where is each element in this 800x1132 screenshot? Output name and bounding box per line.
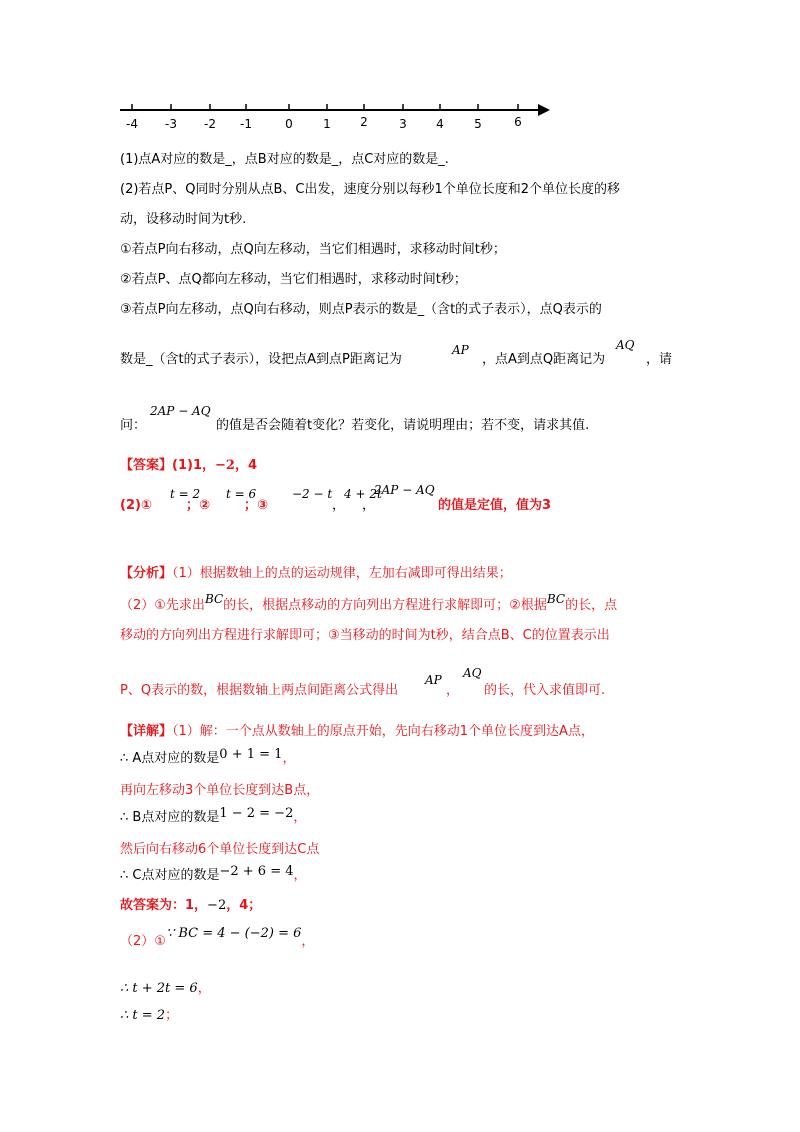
formula-neg2-plus-6: −2 + 6 = 4: [219, 864, 294, 879]
detail-text: （2）①: [120, 934, 166, 949]
text-segment: 数是_（含t的式子表示），设把点A到点P距离记为: [120, 352, 402, 367]
analysis-text: （2）①先求出: [120, 598, 205, 613]
formula-1-minus-2: 1 − 2 = −2: [219, 806, 294, 821]
detail-line-10: [120, 1007, 178, 1025]
formula-2ap-minus-aq: 2AP − AQ: [374, 483, 435, 497]
formula-ap: AP: [452, 343, 469, 357]
question-part-2-line-2: 动，设移动时间为t秒.: [120, 212, 247, 227]
number-line-label: -1: [240, 117, 252, 131]
formula-bc-value: ∵ BC = 4 − (−2) = 6: [165, 926, 302, 941]
number-line-label: -2: [204, 117, 216, 131]
answer-text: (1)1，: [172, 458, 215, 473]
detail-text: ，: [301, 934, 315, 949]
formula-ap: AP: [425, 673, 442, 687]
number-line: [118, 100, 558, 140]
answer-text: ；③: [244, 498, 269, 513]
text-segment: ，点A到点Q距离记为: [482, 352, 606, 367]
formula-t-equals-2: ∴ t = 2: [120, 1008, 166, 1023]
number-line-label: 5: [474, 117, 482, 131]
question-part-1: (1)点A对应的数是_，点B对应的数是_，点C对应的数是_.: [120, 152, 449, 167]
number-line-axis: [120, 104, 550, 116]
answer-text: ；②: [186, 498, 211, 513]
formula-t-equals-6: t = 6: [226, 487, 257, 501]
answer-line-1: [120, 457, 257, 475]
detail-line-4: [120, 806, 307, 827]
answer-text: ，4: [234, 458, 257, 473]
number-line-label: 1: [323, 117, 331, 131]
analysis-line-4: P、Q表示的数，根据数轴上两点间距离公式得出: [120, 683, 399, 698]
answer-text: ，: [332, 498, 346, 513]
detail-text: ，4；: [226, 898, 262, 913]
formula-aq: AQ: [616, 338, 635, 352]
number-line-label: 0: [285, 117, 293, 131]
analysis-text: ，: [446, 683, 460, 698]
number-line-label: -3: [165, 117, 177, 131]
number-line-label: 6: [514, 115, 522, 129]
formula-aq: AQ: [463, 666, 482, 680]
detail-line-3: 再向左移动3个单位长度到达B点，: [120, 783, 320, 798]
detail-text: 故答案为：1，: [120, 898, 208, 913]
number-line-label: 2: [360, 115, 368, 129]
question-part-2-sub-3-line-2: [120, 351, 402, 369]
text-segment: 的值是否会随着t变化？若变化，请说明理由；若不变，请求其值.: [216, 418, 590, 433]
detail-text: ，: [197, 981, 211, 996]
formula-neg2-minus-t: −2 − t: [292, 487, 333, 501]
answer-text: 的值是定值，值为3: [438, 498, 552, 513]
number-line-label: 4: [436, 117, 444, 131]
text-segment: 问：: [120, 418, 147, 433]
detail-text: ∴ A点对应的数是: [120, 751, 220, 766]
number-line-label: -4: [126, 117, 138, 131]
answer-value: −2: [215, 458, 235, 473]
formula-bc: BC: [204, 592, 224, 606]
detail-line-2: [120, 747, 296, 768]
question-part-2-sub-2: ②若点P、点Q都向左移动，当它们相遇时，求移动时间t秒；: [120, 272, 467, 287]
analysis-text: 的长，根据点移动的方向列出方程进行求解即可；②根据: [223, 598, 547, 613]
analysis-text: （1）根据数轴上的点的运动规律，左加右减即可得出结果；: [172, 566, 512, 581]
question-part-2-sub-1: ①若点P向右移动，点Q向左移动，当它们相遇时，求移动时间t秒；: [120, 242, 506, 257]
detail-value: −2: [207, 898, 227, 913]
analysis-text: 的长，点: [565, 598, 618, 613]
formula-bc: BC: [546, 592, 566, 606]
analysis-text: 的长，代入求值即可.: [484, 683, 606, 698]
number-line-label: 3: [399, 117, 407, 131]
analysis-line-3: 移动的方向列出方程进行求解即可；③当移动的时间为t秒，结合点B、C的位置表示出: [120, 628, 610, 643]
analysis-heading: 【分析】: [120, 566, 173, 581]
analysis-line-1: [120, 565, 512, 583]
formula-2ap-minus-aq: 2AP − AQ: [150, 404, 211, 418]
detail-line-5: 然后向右移动6个单位长度到达C点: [120, 842, 320, 857]
detail-text: ∴ C点对应的数是: [120, 868, 220, 883]
detail-text: ，: [282, 751, 296, 766]
detail-text: ；: [165, 1008, 179, 1023]
formula-4-plus-2t: 4 + 2t: [344, 487, 382, 501]
analysis-line-2: [120, 592, 618, 615]
detail-heading: 【详解】: [120, 724, 173, 739]
detail-line-9: [120, 980, 211, 998]
answer-line-2-prefix: (2)①: [120, 498, 152, 513]
detail-text: ，: [293, 810, 307, 825]
detail-text: （1）解：一个点从数轴上的原点开始，先向右移动1个单位长度到达A点，: [172, 724, 594, 739]
formula-t-equals-2: t = 2: [170, 487, 201, 501]
answer-heading: 【答案】: [120, 458, 173, 473]
formula-t-plus-2t: ∴ t + 2t = 6: [120, 981, 198, 996]
detail-text: ，: [293, 868, 307, 883]
formula-0-plus-1: 0 + 1 = 1: [219, 747, 283, 762]
question-part-2-line-1: (2)若点P、Q同时分别从点B、C出发，速度分别以每秒1个单位长度和2个单位长度的移: [120, 182, 621, 197]
detail-line-1: [120, 723, 594, 741]
detail-line-8: [120, 926, 315, 951]
answer-text: ，: [362, 498, 376, 513]
detail-line-7: [120, 897, 261, 915]
detail-line-6: [120, 864, 307, 885]
question-part-2-sub-3-line-1: ③若点P向左移动，点Q向右移动，则点P表示的数是_（含t的式子表示），点Q表示的: [120, 302, 602, 317]
detail-text: ∴ B点对应的数是: [120, 810, 220, 825]
text-segment: ，请: [646, 352, 673, 367]
